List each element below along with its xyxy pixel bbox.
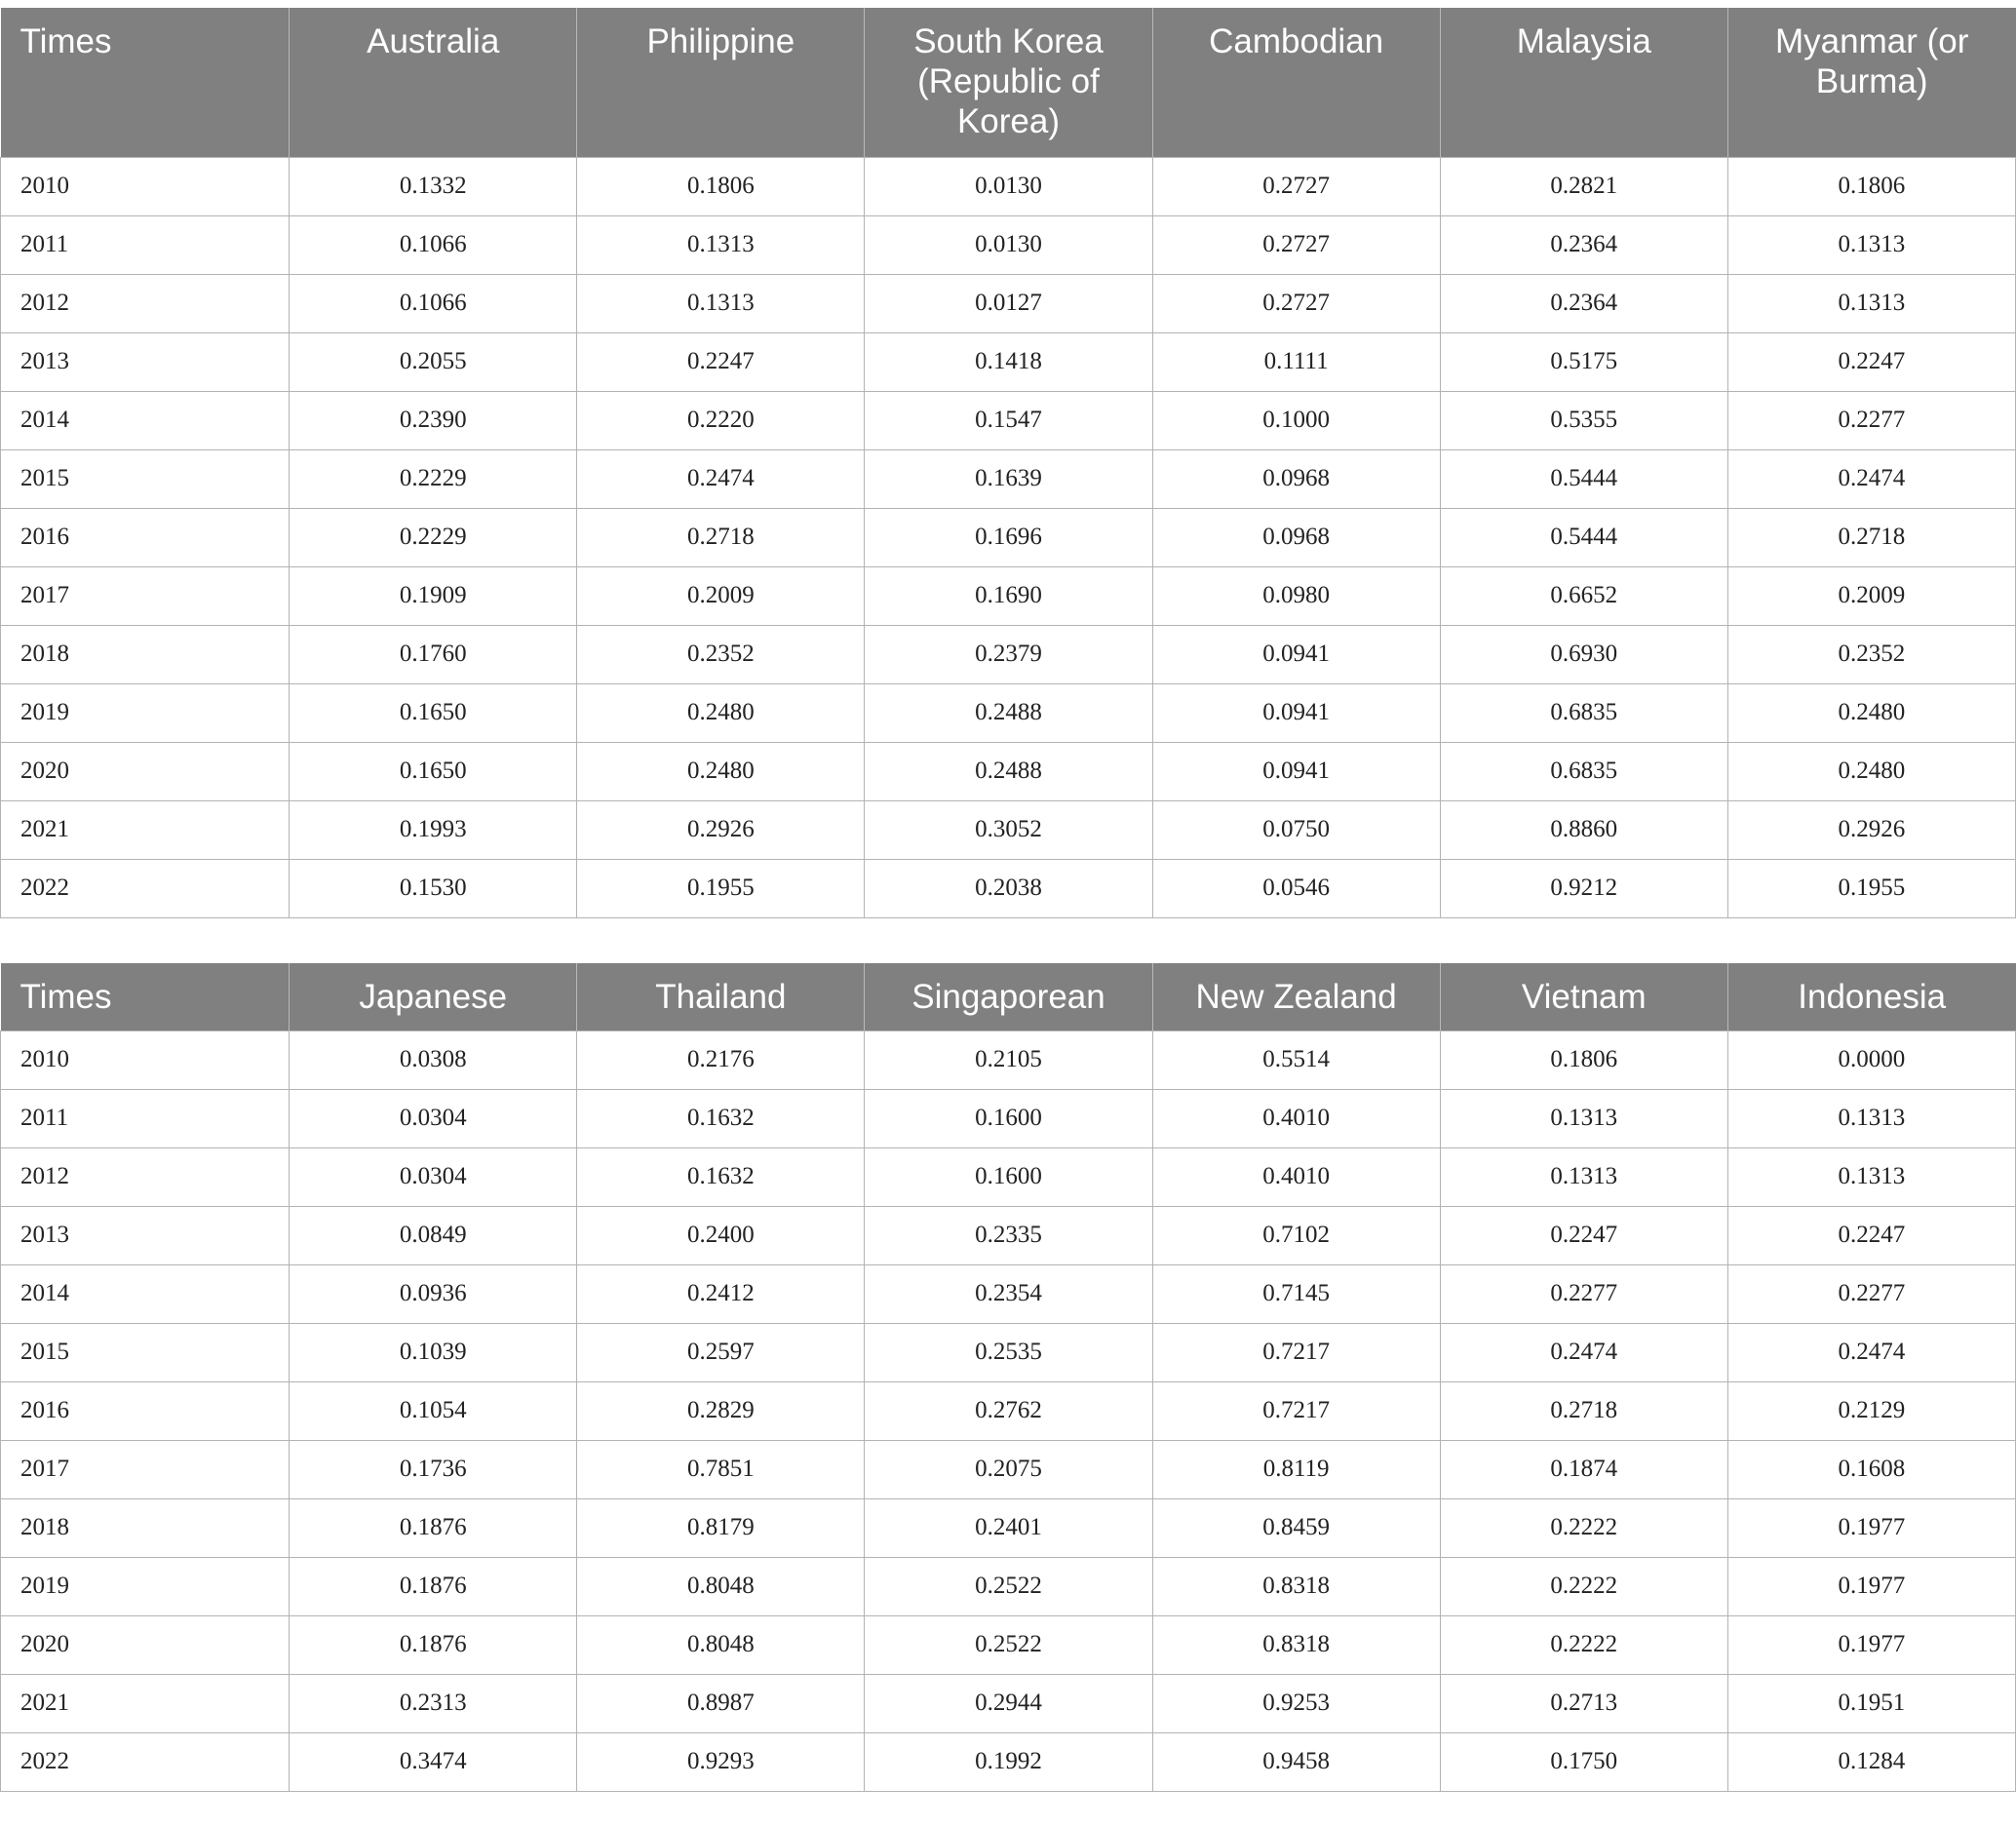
data-table-2	[0, 963, 2016, 1792]
table-row	[1, 157, 2016, 215]
value-cell: 0.1284	[1727, 1732, 2015, 1791]
value-cell: 0.2412	[577, 1264, 865, 1323]
value-cell: 0.1313	[1727, 1089, 2015, 1147]
value-cell: 0.8459	[1152, 1498, 1440, 1557]
value-cell: 0.2474	[1727, 449, 2015, 508]
table-row	[1, 1674, 2016, 1732]
value-cell: 0.2229	[290, 508, 577, 566]
value-cell: 0.1977	[1727, 1557, 2015, 1615]
table-row	[1, 1615, 2016, 1674]
value-cell: 0.9212	[1440, 859, 1727, 917]
value-cell: 0.2718	[1727, 508, 2015, 566]
year-cell: 2017	[1, 1440, 290, 1498]
value-cell: 0.5444	[1440, 508, 1727, 566]
value-cell: 0.6652	[1440, 566, 1727, 625]
value-cell: 0.2364	[1440, 274, 1727, 332]
value-cell: 0.4010	[1152, 1089, 1440, 1147]
value-cell: 0.0304	[290, 1089, 577, 1147]
value-cell: 0.2597	[577, 1323, 865, 1381]
year-cell: 2013	[1, 332, 290, 391]
value-cell: 0.9293	[577, 1732, 865, 1791]
column-header-south-korea: South Korea (Republic of Korea)	[865, 8, 1152, 157]
column-header-times: Times	[1, 963, 290, 1030]
value-cell: 0.0980	[1152, 566, 1440, 625]
value-cell: 0.1608	[1727, 1440, 2015, 1498]
value-cell: 0.2055	[290, 332, 577, 391]
value-cell: 0.1600	[865, 1147, 1152, 1206]
column-header-malaysia: Malaysia	[1440, 8, 1727, 157]
value-cell: 0.1690	[865, 566, 1152, 625]
value-cell: 0.2220	[577, 391, 865, 449]
value-cell: 0.2535	[865, 1323, 1152, 1381]
value-cell: 0.7217	[1152, 1381, 1440, 1440]
value-cell: 0.2354	[865, 1264, 1152, 1323]
value-cell: 0.2247	[1727, 1206, 2015, 1264]
value-cell: 0.4010	[1152, 1147, 1440, 1206]
value-cell: 0.2522	[865, 1557, 1152, 1615]
data-table-1	[0, 8, 2016, 918]
table-row	[1, 1732, 2016, 1791]
table-row	[1, 1557, 2016, 1615]
value-cell: 0.1313	[1727, 274, 2015, 332]
value-cell: 0.1955	[1727, 859, 2015, 917]
value-cell: 0.8987	[577, 1674, 865, 1732]
value-cell: 0.0308	[290, 1030, 577, 1089]
value-cell: 0.1696	[865, 508, 1152, 566]
column-header-times: Times	[1, 8, 290, 157]
value-cell: 0.2222	[1440, 1615, 1727, 1674]
table-row	[1, 1264, 2016, 1323]
value-cell: 0.1632	[577, 1147, 865, 1206]
table-row	[1, 800, 2016, 859]
value-cell: 0.2247	[577, 332, 865, 391]
value-cell: 0.9458	[1152, 1732, 1440, 1791]
value-cell: 0.1639	[865, 449, 1152, 508]
value-cell: 0.1876	[290, 1557, 577, 1615]
value-cell: 0.6835	[1440, 742, 1727, 800]
value-cell: 0.2926	[1727, 800, 2015, 859]
value-cell: 0.8179	[577, 1498, 865, 1557]
year-cell: 2011	[1, 215, 290, 274]
value-cell: 0.2009	[1727, 566, 2015, 625]
year-cell: 2014	[1, 1264, 290, 1323]
value-cell: 0.2277	[1727, 1264, 2015, 1323]
value-cell: 0.0968	[1152, 508, 1440, 566]
value-cell: 0.2401	[865, 1498, 1152, 1557]
value-cell: 0.2480	[577, 683, 865, 742]
value-cell: 0.2718	[1440, 1381, 1727, 1440]
value-cell: 0.1066	[290, 215, 577, 274]
value-cell: 0.5444	[1440, 449, 1727, 508]
value-cell: 0.1313	[1440, 1147, 1727, 1206]
value-cell: 0.1066	[290, 274, 577, 332]
value-cell: 0.1632	[577, 1089, 865, 1147]
table-2-header-row	[1, 963, 2016, 1030]
value-cell: 0.1039	[290, 1323, 577, 1381]
value-cell: 0.1955	[577, 859, 865, 917]
value-cell: 0.1111	[1152, 332, 1440, 391]
column-header-singaporean: Singaporean	[865, 963, 1152, 1030]
table-row	[1, 215, 2016, 274]
value-cell: 0.7102	[1152, 1206, 1440, 1264]
column-header-new-zealand: New Zealand	[1152, 963, 1440, 1030]
value-cell: 0.1876	[290, 1498, 577, 1557]
value-cell: 0.0130	[865, 157, 1152, 215]
value-cell: 0.1806	[1440, 1030, 1727, 1089]
value-cell: 0.3052	[865, 800, 1152, 859]
table-row	[1, 449, 2016, 508]
value-cell: 0.7217	[1152, 1323, 1440, 1381]
value-cell: 0.0546	[1152, 859, 1440, 917]
value-cell: 0.1760	[290, 625, 577, 683]
column-header-indonesia: Indonesia	[1727, 963, 2015, 1030]
table-1-header-row	[1, 8, 2016, 157]
column-header-japanese: Japanese	[290, 963, 577, 1030]
value-cell: 0.1806	[577, 157, 865, 215]
column-header-thailand: Thailand	[577, 963, 865, 1030]
value-cell: 0.7851	[577, 1440, 865, 1498]
value-cell: 0.2009	[577, 566, 865, 625]
table-row	[1, 332, 2016, 391]
value-cell: 0.8318	[1152, 1557, 1440, 1615]
column-header-vietnam: Vietnam	[1440, 963, 1727, 1030]
year-cell: 2016	[1, 508, 290, 566]
table-row	[1, 625, 2016, 683]
value-cell: 0.2821	[1440, 157, 1727, 215]
value-cell: 0.2474	[1440, 1323, 1727, 1381]
table-row	[1, 566, 2016, 625]
year-cell: 2018	[1, 1498, 290, 1557]
year-cell: 2015	[1, 1323, 290, 1381]
year-cell: 2016	[1, 1381, 290, 1440]
value-cell: 0.2335	[865, 1206, 1152, 1264]
value-cell: 0.2480	[1727, 742, 2015, 800]
value-cell: 0.1750	[1440, 1732, 1727, 1791]
table-row	[1, 683, 2016, 742]
value-cell: 0.2829	[577, 1381, 865, 1440]
value-cell: 0.2480	[577, 742, 865, 800]
value-cell: 0.1313	[1440, 1089, 1727, 1147]
value-cell: 0.2379	[865, 625, 1152, 683]
value-cell: 0.1736	[290, 1440, 577, 1498]
value-cell: 0.1313	[1727, 215, 2015, 274]
value-cell: 0.2075	[865, 1440, 1152, 1498]
year-cell: 2015	[1, 449, 290, 508]
value-cell: 0.2944	[865, 1674, 1152, 1732]
value-cell: 0.0849	[290, 1206, 577, 1264]
table-row	[1, 1381, 2016, 1440]
value-cell: 0.1000	[1152, 391, 1440, 449]
year-cell: 2010	[1, 1030, 290, 1089]
value-cell: 0.2727	[1152, 157, 1440, 215]
value-cell: 0.8860	[1440, 800, 1727, 859]
year-cell: 2017	[1, 566, 290, 625]
table-2-header	[1, 963, 2016, 1030]
value-cell: 0.2222	[1440, 1498, 1727, 1557]
value-cell: 0.2105	[865, 1030, 1152, 1089]
table-row	[1, 508, 2016, 566]
value-cell: 0.6930	[1440, 625, 1727, 683]
value-cell: 0.1313	[1727, 1147, 2015, 1206]
table-1-header	[1, 8, 2016, 157]
year-cell: 2020	[1, 1615, 290, 1674]
value-cell: 0.1650	[290, 742, 577, 800]
year-cell: 2012	[1, 1147, 290, 1206]
value-cell: 0.1977	[1727, 1498, 2015, 1557]
value-cell: 0.1992	[865, 1732, 1152, 1791]
year-cell: 2012	[1, 274, 290, 332]
table-row	[1, 274, 2016, 332]
table-row	[1, 391, 2016, 449]
value-cell: 0.1806	[1727, 157, 2015, 215]
value-cell: 0.1600	[865, 1089, 1152, 1147]
value-cell: 0.2313	[290, 1674, 577, 1732]
value-cell: 0.1313	[577, 215, 865, 274]
value-cell: 0.8318	[1152, 1615, 1440, 1674]
value-cell: 0.0941	[1152, 683, 1440, 742]
value-cell: 0.2277	[1727, 391, 2015, 449]
value-cell: 0.1909	[290, 566, 577, 625]
value-cell: 0.8048	[577, 1557, 865, 1615]
year-cell: 2021	[1, 800, 290, 859]
value-cell: 0.5514	[1152, 1030, 1440, 1089]
value-cell: 0.1993	[290, 800, 577, 859]
value-cell: 0.2718	[577, 508, 865, 566]
value-cell: 0.3474	[290, 1732, 577, 1791]
column-header-philippine: Philippine	[577, 8, 865, 157]
value-cell: 0.0000	[1727, 1030, 2015, 1089]
value-cell: 0.5175	[1440, 332, 1727, 391]
value-cell: 0.2926	[577, 800, 865, 859]
value-cell: 0.2038	[865, 859, 1152, 917]
table-row	[1, 1206, 2016, 1264]
year-cell: 2019	[1, 683, 290, 742]
value-cell: 0.1876	[290, 1615, 577, 1674]
value-cell: 0.2727	[1152, 215, 1440, 274]
value-cell: 0.0936	[290, 1264, 577, 1323]
value-cell: 0.8119	[1152, 1440, 1440, 1498]
table-row	[1, 1147, 2016, 1206]
value-cell: 0.2474	[577, 449, 865, 508]
value-cell: 0.1977	[1727, 1615, 2015, 1674]
year-cell: 2018	[1, 625, 290, 683]
value-cell: 0.2522	[865, 1615, 1152, 1674]
value-cell: 0.1951	[1727, 1674, 2015, 1732]
year-cell: 2022	[1, 1732, 290, 1791]
value-cell: 0.0750	[1152, 800, 1440, 859]
value-cell: 0.9253	[1152, 1674, 1440, 1732]
table-row	[1, 1030, 2016, 1089]
table-row	[1, 742, 2016, 800]
year-cell: 2014	[1, 391, 290, 449]
value-cell: 0.2352	[1727, 625, 2015, 683]
table-row	[1, 1498, 2016, 1557]
table-row	[1, 1323, 2016, 1381]
value-cell: 0.1418	[865, 332, 1152, 391]
value-cell: 0.0130	[865, 215, 1152, 274]
value-cell: 0.2247	[1440, 1206, 1727, 1264]
value-cell: 0.2400	[577, 1206, 865, 1264]
value-cell: 0.2176	[577, 1030, 865, 1089]
table-row	[1, 1440, 2016, 1498]
value-cell: 0.5355	[1440, 391, 1727, 449]
value-cell: 0.2474	[1727, 1323, 2015, 1381]
year-cell: 2020	[1, 742, 290, 800]
value-cell: 0.2713	[1440, 1674, 1727, 1732]
value-cell: 0.6835	[1440, 683, 1727, 742]
value-cell: 0.1313	[577, 274, 865, 332]
value-cell: 0.2352	[577, 625, 865, 683]
value-cell: 0.1650	[290, 683, 577, 742]
year-cell: 2010	[1, 157, 290, 215]
value-cell: 0.1530	[290, 859, 577, 917]
year-cell: 2019	[1, 1557, 290, 1615]
column-header-cambodian: Cambodian	[1152, 8, 1440, 157]
table-row	[1, 859, 2016, 917]
value-cell: 0.2247	[1727, 332, 2015, 391]
value-cell: 0.2762	[865, 1381, 1152, 1440]
value-cell: 0.0941	[1152, 625, 1440, 683]
year-cell: 2013	[1, 1206, 290, 1264]
value-cell: 0.0941	[1152, 742, 1440, 800]
value-cell: 0.7145	[1152, 1264, 1440, 1323]
table-2-body	[1, 1030, 2016, 1791]
value-cell: 0.1874	[1440, 1440, 1727, 1498]
value-cell: 0.0304	[290, 1147, 577, 1206]
value-cell: 0.8048	[577, 1615, 865, 1674]
year-cell: 2011	[1, 1089, 290, 1147]
value-cell: 0.0968	[1152, 449, 1440, 508]
value-cell: 0.2222	[1440, 1557, 1727, 1615]
value-cell: 0.2277	[1440, 1264, 1727, 1323]
value-cell: 0.2229	[290, 449, 577, 508]
column-header-myanmar: Myanmar (or Burma)	[1727, 8, 2015, 157]
table-1-body	[1, 157, 2016, 917]
value-cell: 0.2488	[865, 683, 1152, 742]
value-cell: 0.0127	[865, 274, 1152, 332]
year-cell: 2022	[1, 859, 290, 917]
value-cell: 0.2727	[1152, 274, 1440, 332]
year-cell: 2021	[1, 1674, 290, 1732]
column-header-australia: Australia	[290, 8, 577, 157]
value-cell: 0.2480	[1727, 683, 2015, 742]
value-cell: 0.2390	[290, 391, 577, 449]
value-cell: 0.1547	[865, 391, 1152, 449]
value-cell: 0.2364	[1440, 215, 1727, 274]
value-cell: 0.2488	[865, 742, 1152, 800]
table-row	[1, 1089, 2016, 1147]
value-cell: 0.1332	[290, 157, 577, 215]
value-cell: 0.2129	[1727, 1381, 2015, 1440]
value-cell: 0.1054	[290, 1381, 577, 1440]
